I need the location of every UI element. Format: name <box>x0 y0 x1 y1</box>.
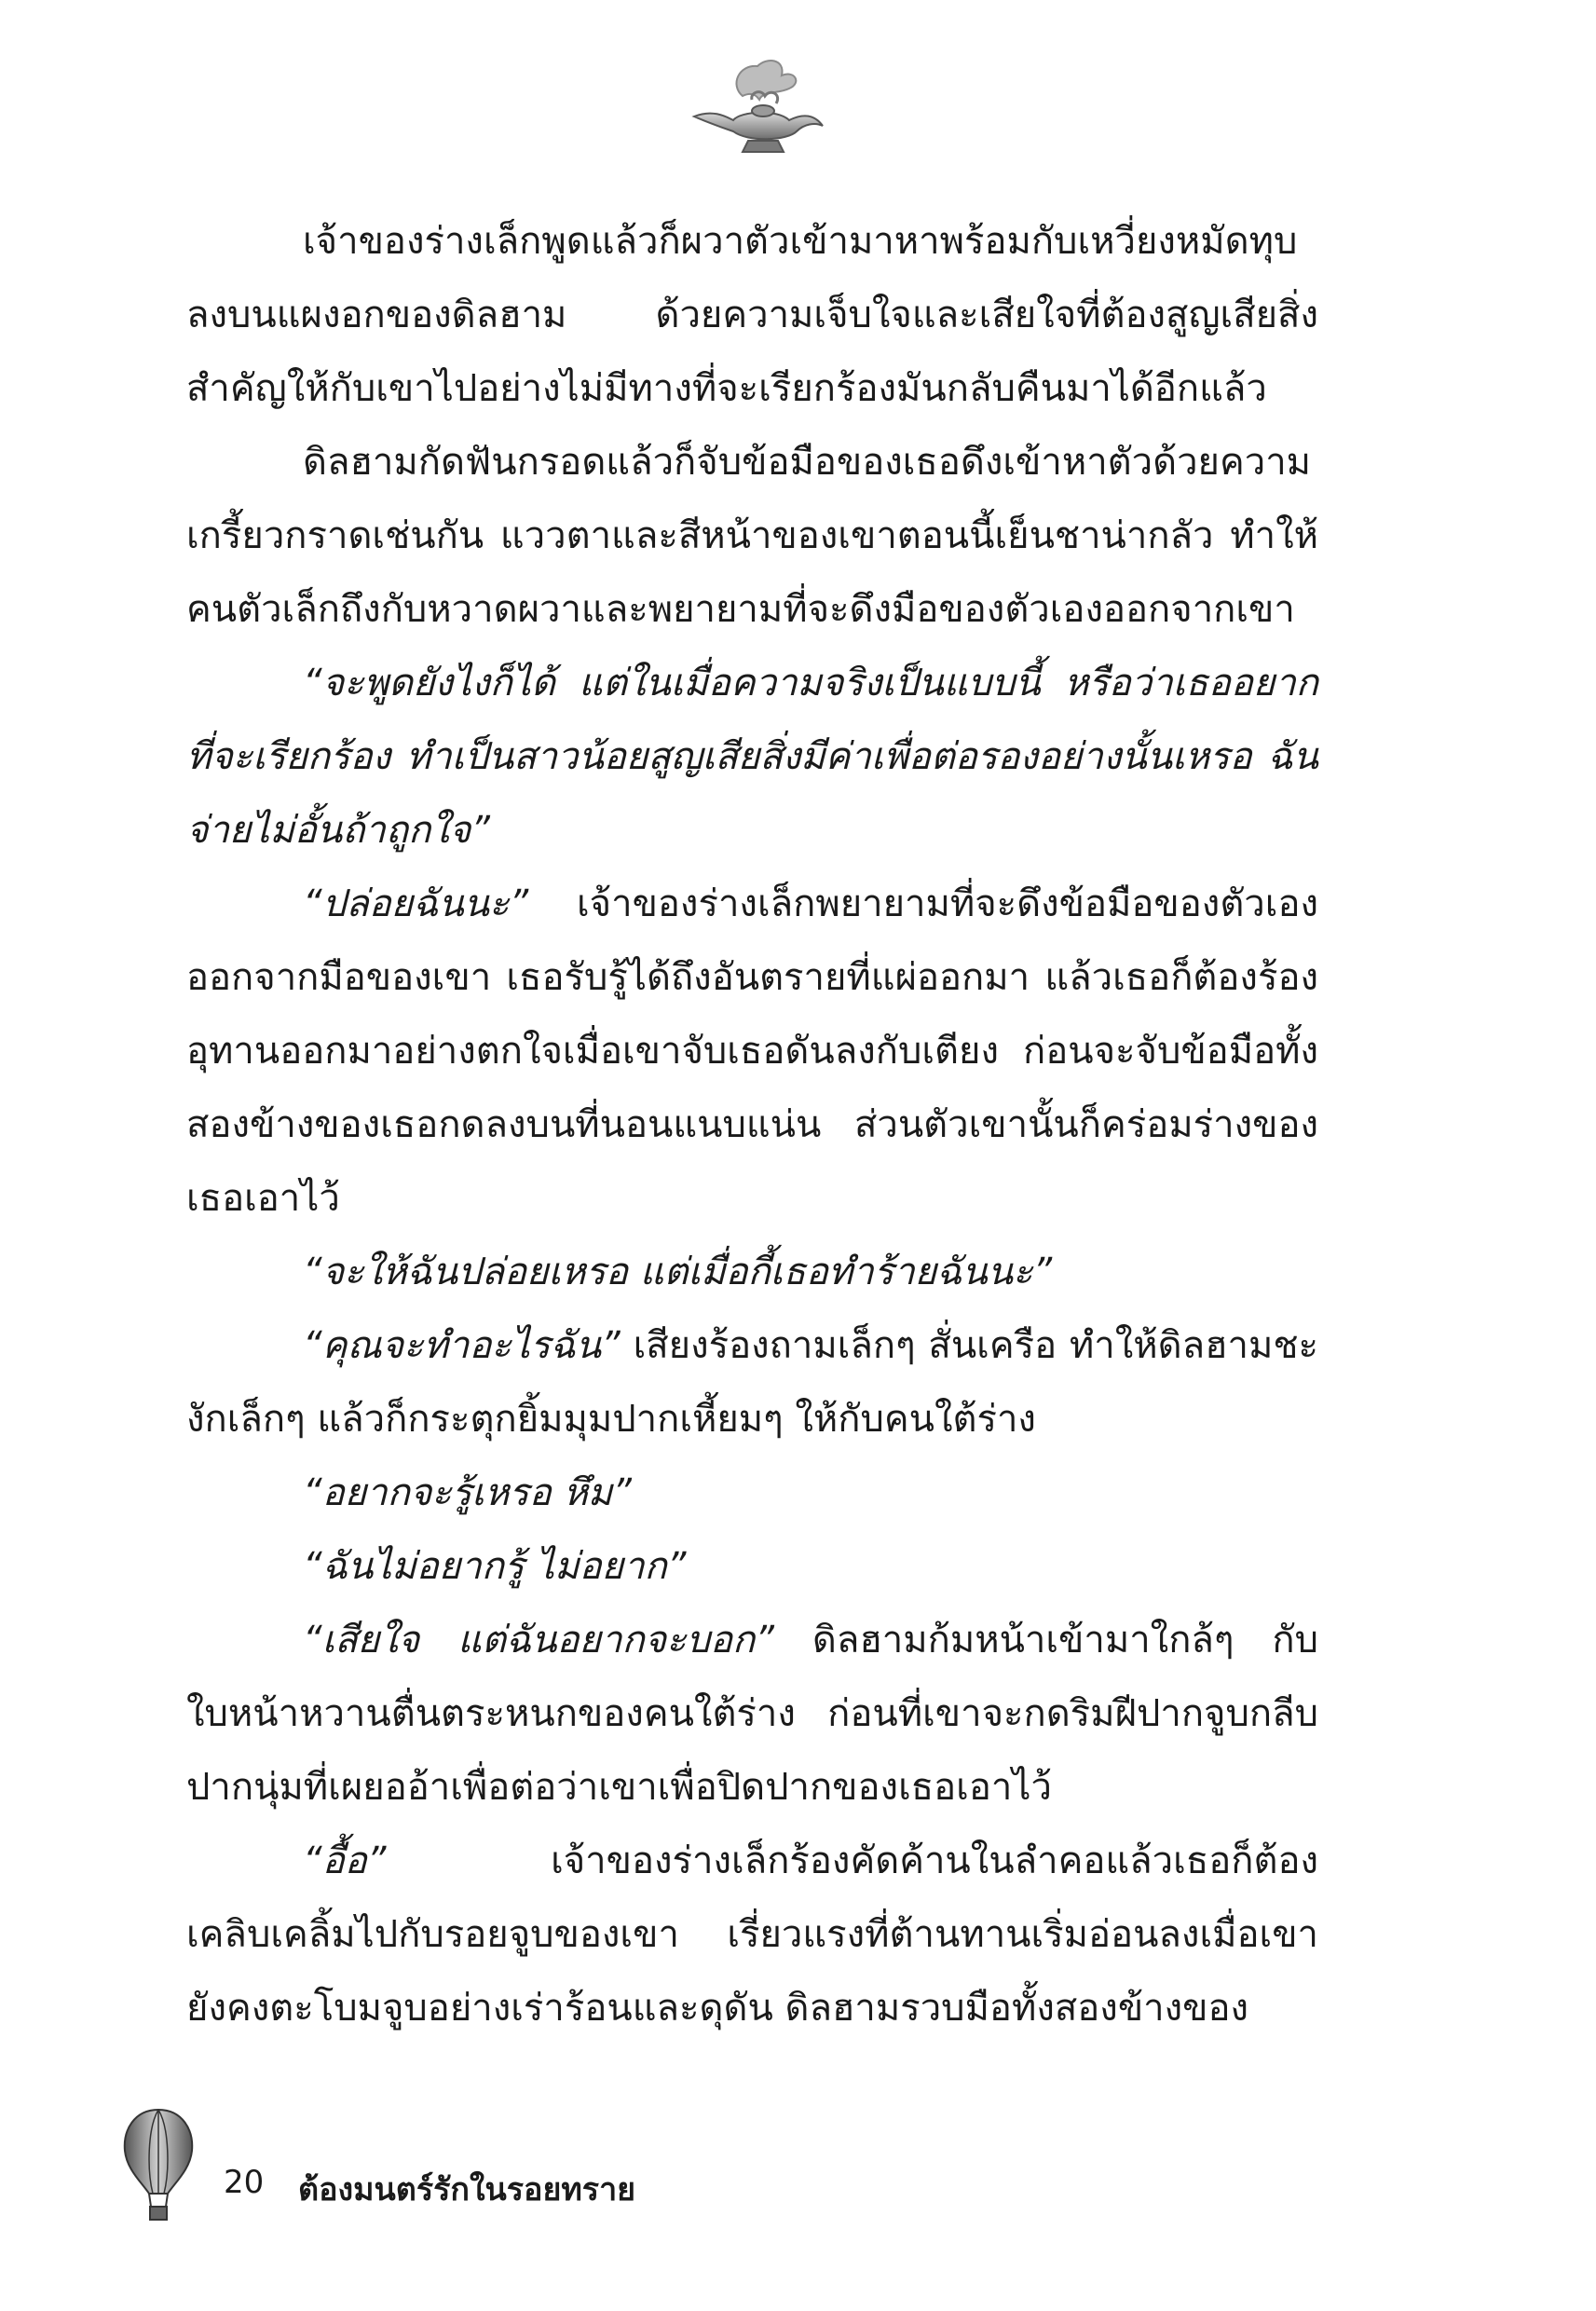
body-text <box>186 205 1318 2045</box>
paragraph <box>186 1309 1318 1456</box>
paragraph: ดิลฮามกัดฟันกรอดแล้วก็จับข้อมือของเธอดึงเข้าหาตัวด้วยความเกรี้ยวกราดเช่นกัน แววตาและสีหน้าของเขาตอนนี้เย็นชาน่ากลัว ทำให้คนตัวเล็กถึงกับหวาดผวาและพยายามที่จะดึงมือของตัวเองออกจากเขา <box>186 441 1318 631</box>
book-title: ต้องมนตร์รักในรอยทราย <box>298 2171 636 2208</box>
dialogue-text: “ปล่อยฉันนะ” <box>303 882 529 925</box>
narration-text: เสียงร้องถามเล็กๆ สั่นเครือ ทำให้ดิลฮามชะงักเล็กๆ แล้วก็กระตุกยิ้มมุมปากเหี้ยมๆ ให้กับคนใต้ร่าง <box>186 1324 1318 1441</box>
paragraph <box>186 1604 1318 1825</box>
narration-text: เจ้าของร่างเล็กพยายามที่จะดึงข้อมือของตัวเองออกจากมือของเขา เธอรับรู้ได้ถึงอันตรายที่แผ่ออกมา แล้วเธอก็ต้องร้องอุทานออกมาอย่างตกใจเมื่อเขาจับเธอดันลงกับเตียง ก่อนจะจับข้อมือทั้งสองข้างของเธอกดลงบนที่นอนแนบแน่น ส่วนตัวเขานั้นก็คร่อมร่างของเธอเอาไว้ <box>186 882 1318 1220</box>
paragraph: เจ้าของร่างเล็กพูดแล้วก็ผวาตัวเข้ามาหาพร้อมกับเหวี่ยงหมัดทุบลงบนแผงอกของดิลฮาม ด้วยความเจ็บใจและเสียใจที่ต้องสูญเสียสิ่งสำคัญให้กับเขาไปอย่างไม่มีทางที่จะเรียกร้องมันกลับคืนมาได้อีกแล้ว <box>186 220 1318 410</box>
paragraph: “จะให้ฉันปล่อยเหรอ แต่เมื่อกี้เธอทำร้ายฉันนะ” <box>303 1251 1053 1293</box>
dialogue-text: “เสียใจ แต่ฉันอยากจะบอก” <box>303 1619 774 1661</box>
paragraph <box>186 1825 1318 2045</box>
page-footer <box>121 2106 960 2246</box>
narration-text: เจ้าของร่างเล็กร้องคัดค้านในลำคอแล้วเธอก็ต้องเคลิบเคลิ้มไปกับรอยจูบของเขา เรี่ยวแรงที่ต้านทานเริ่มอ่อนลงเมื่อเขายังคงตะโบมจูบอย่างเร่าร้อนและดุดัน ดิลฮามรวบมือทั้งสองข้างของ <box>186 1839 1318 2030</box>
hot-air-balloon-icon <box>121 2106 196 2227</box>
page-number: 20 <box>224 2164 265 2201</box>
paragraph: “ฉันไม่อยากรู้ ไม่อยาก” <box>303 1545 687 1588</box>
dialogue-text: “คุณจะทำอะไรฉัน” <box>303 1324 621 1367</box>
narration-text: ดิลฮามก้มหน้าเข้ามาใกล้ๆ กับใบหน้าหวานตื่นตระหนกของคนใต้ร่าง ก่อนที่เขาจะกดริมฝีปากจูบกลีบปากนุ่มที่เผยออ้าเพื่อต่อว่าเขาเพื่อปิดปากของเธอเอาไว้ <box>186 1619 1318 1809</box>
paragraph: “จะพูดยังไงก็ได้ แต่ในเมื่อความจริงเป็นแบบนี้ หรือว่าเธออยากที่จะเรียกร้อง ทำเป็นสาวน้อยสูญเสียสิ่งมีค่าเพื่อต่อรองอย่างนั้นเหรอ ฉันจ่ายไม่อั้นถ้าถูกใจ” <box>186 662 1318 852</box>
dialogue-text: “อื้อ” <box>303 1839 387 1882</box>
paragraph <box>186 868 1318 1236</box>
genie-lamp-logo <box>685 51 834 163</box>
paragraph: “อยากจะรู้เหรอ หึม” <box>303 1471 632 1514</box>
